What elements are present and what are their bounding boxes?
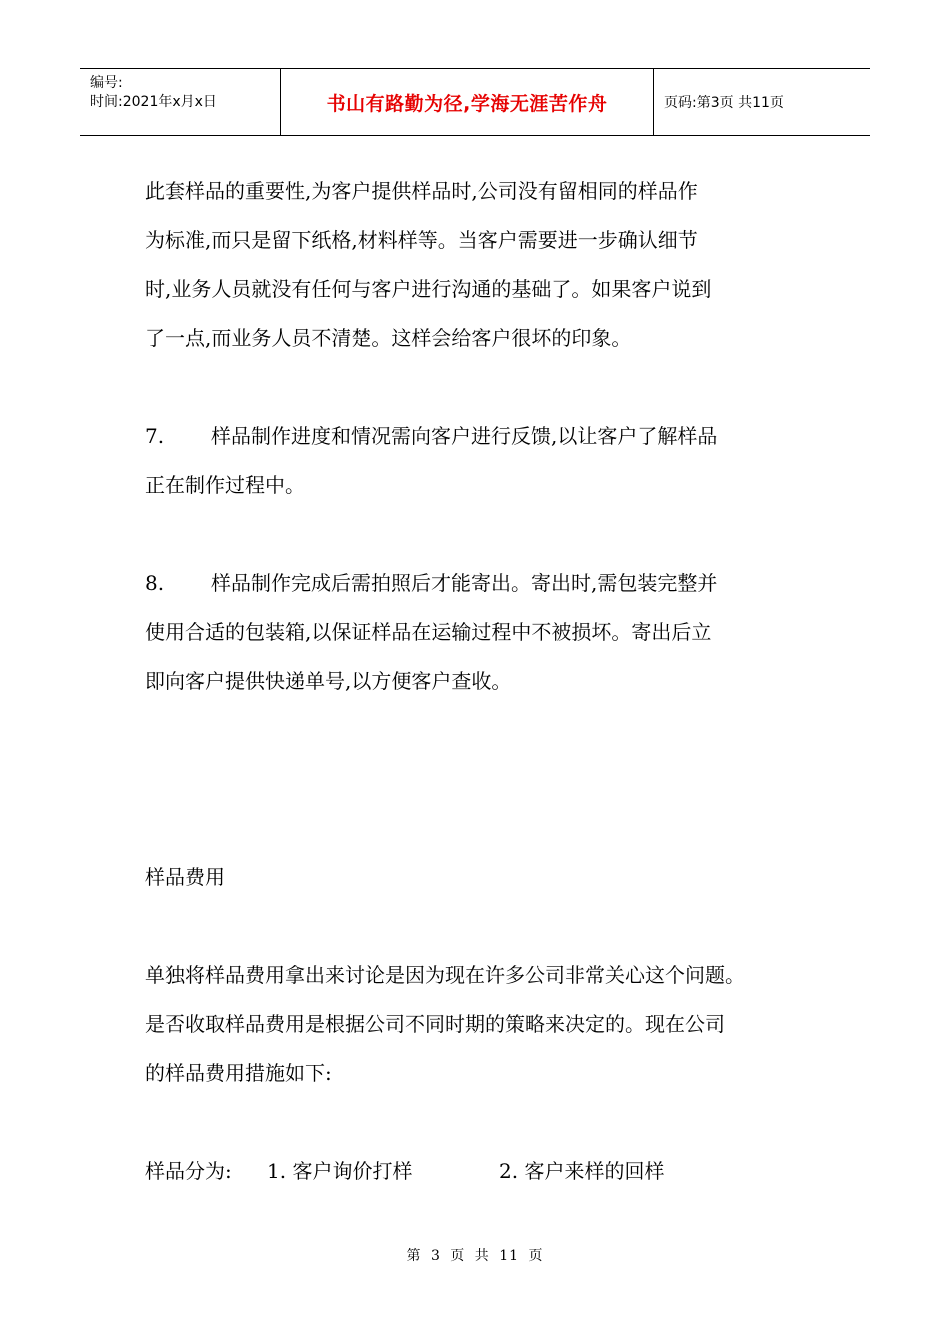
sample-types-line — [145, 1147, 835, 1196]
list-item-7 — [145, 412, 835, 510]
list-text: 即向客户提供快递单号,以方便客户查收。 — [145, 669, 512, 693]
list-number: 7. — [145, 424, 165, 448]
list-item-8 — [145, 559, 835, 706]
paragraph-line: 时,业务人员就没有任何与客户进行沟通的基础了。如果客户说到 — [145, 277, 712, 301]
header-motto: 书山有路勤为径,学海无涯苦作舟 — [326, 92, 608, 115]
serial-number-label: 编号: — [90, 75, 123, 91]
paragraph-line: 此套样品的重要性,为客户提供样品时,公司没有留相同的样品作 — [145, 179, 698, 203]
sample-types-label: 样品分为: — [145, 1159, 232, 1183]
paragraph-line: 了一点,而业务人员不清楚。这样会给客户很坏的印象。 — [145, 326, 632, 350]
list-text: 正在制作过程中。 — [145, 473, 305, 497]
document-body — [145, 167, 835, 1196]
paragraph-line: 是否收取样品费用是根据公司不同时期的策略来决定的。现在公司 — [145, 1012, 725, 1036]
paragraph-line: 的样品费用措施如下: — [145, 1061, 332, 1085]
section-title: 样品费用 — [145, 865, 225, 889]
paragraph-line: 为标准,而只是留下纸格,材料样等。当客户需要进一步确认细节 — [145, 228, 698, 252]
header-motto-cell — [281, 69, 654, 135]
list-text: 样品制作进度和情况需向客户进行反馈,以让客户了解样品 — [211, 424, 718, 448]
header-page-cell — [654, 69, 870, 135]
header-page-info: 页码:第3页 共11页 — [664, 95, 784, 111]
sample-type-1: 1. 客户询价打样 — [267, 1159, 413, 1183]
date-line: 时间:2021年x月x日 — [90, 94, 217, 110]
list-text: 使用合适的包装箱,以保证样品在运输过程中不被损坏。寄出后立 — [145, 620, 712, 644]
paragraph-sample-fee — [145, 951, 835, 1098]
list-number: 8. — [145, 571, 165, 595]
paragraph-line: 单独将样品费用拿出来讨论是因为现在许多公司非常关心这个问题。 — [145, 963, 745, 987]
sample-type-2: 2. 客户来样的回样 — [499, 1159, 665, 1183]
list-text: 样品制作完成后需拍照后才能寄出。寄出时,需包装完整并 — [211, 571, 718, 595]
header-meta-cell — [80, 69, 281, 135]
page-footer: 第 3 页 共 11 页 — [406, 1248, 544, 1264]
paragraph-sample-importance — [145, 167, 835, 363]
document-header — [80, 68, 870, 136]
